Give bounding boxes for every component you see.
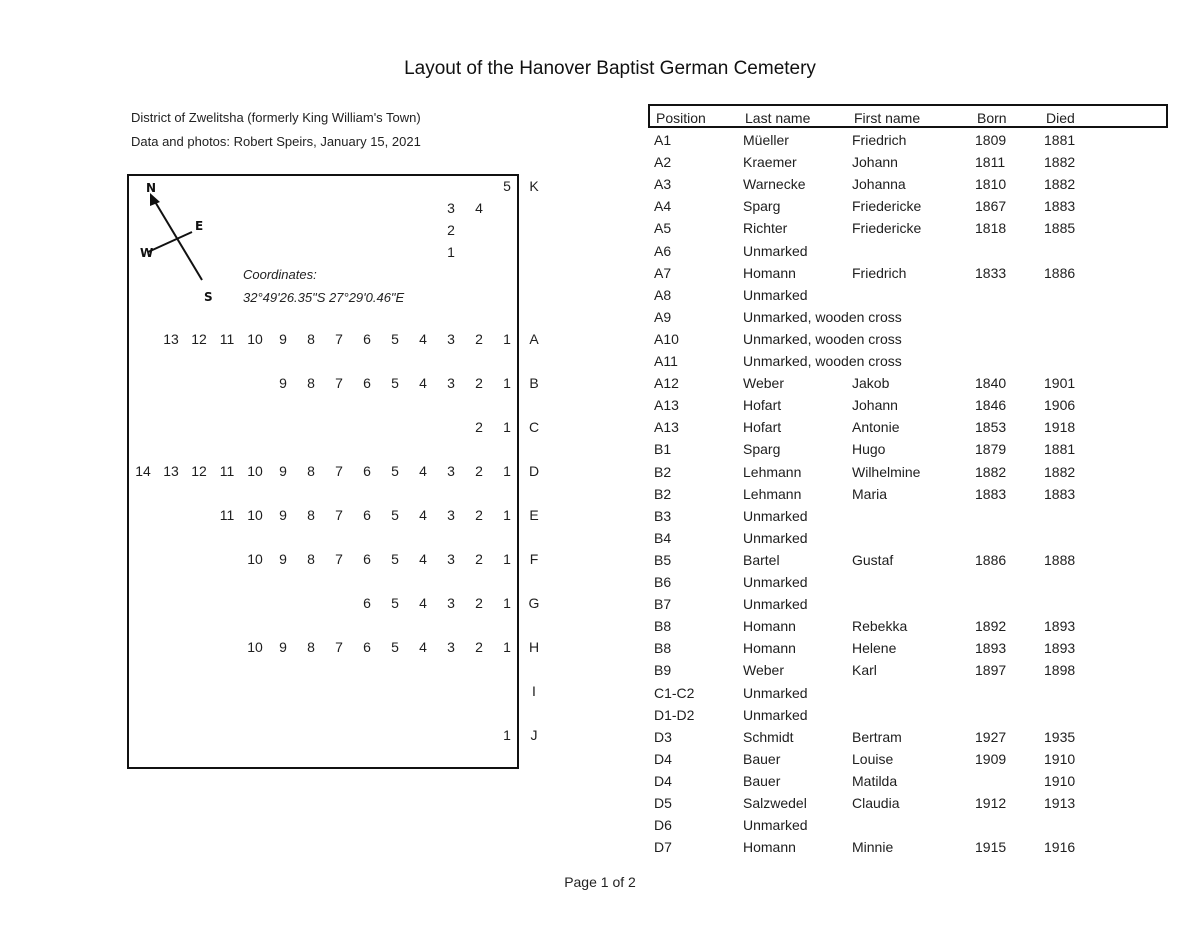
cell-died: 1898	[1044, 662, 1076, 679]
compass-icon	[136, 180, 226, 310]
cell-last-name: Unmarked	[743, 684, 808, 701]
cell-died: 1881	[1044, 441, 1076, 458]
header-born: Born	[977, 110, 1007, 126]
plot-number: 6	[363, 639, 371, 655]
plot-number: 2	[475, 551, 483, 567]
cell-born: 1927	[975, 728, 1007, 745]
cell-last-name: Lehmann	[743, 485, 802, 502]
cell-position: A8	[654, 286, 672, 303]
cell-died: 1935	[1044, 728, 1076, 745]
cell-first-name: Jakob	[852, 375, 890, 392]
cell-position: D1-D2	[654, 706, 695, 723]
plot-number: 8	[307, 507, 315, 523]
cell-last-name: Sparg	[743, 441, 781, 458]
plot-number: 11	[219, 463, 235, 479]
cell-last-name: Homann	[743, 839, 796, 856]
cell-died: 1881	[1044, 132, 1076, 148]
cell-born: 1811	[975, 154, 1006, 171]
cell-first-name: Johanna	[852, 176, 906, 193]
plot-number: 4	[419, 463, 427, 479]
row-letter: A	[529, 331, 539, 347]
cell-position: C1-C2	[654, 684, 695, 701]
cell-position: A13	[654, 397, 679, 414]
cell-died: 1883	[1044, 485, 1076, 502]
plot-number: 7	[335, 551, 343, 567]
cell-died: 1882	[1044, 176, 1076, 193]
cell-position: A12	[654, 375, 679, 392]
plot-number: 9	[279, 639, 287, 655]
cell-last-name: Sparg	[743, 198, 781, 215]
plot-number: 7	[335, 507, 343, 523]
cell-position: A3	[654, 176, 672, 193]
cell-position: B1	[654, 441, 672, 458]
cell-first-name: Karl	[852, 662, 877, 679]
row-letter: E	[529, 507, 539, 523]
cell-last-name: Unmarked	[743, 242, 808, 259]
plot-number: 13	[163, 331, 179, 347]
plot-number: 6	[363, 507, 371, 523]
plot-number: 7	[335, 463, 343, 479]
data-credit: Data and photos: Robert Speirs, January 15, 2021	[131, 134, 421, 149]
cell-position: A9	[654, 308, 672, 325]
table-row	[648, 529, 1168, 547]
district-info: District of Zwelitsha (formerly King William's Town)	[131, 110, 421, 125]
table-row	[648, 418, 1168, 436]
cell-born: 1892	[975, 618, 1007, 635]
plot-number: 11	[219, 507, 235, 523]
cell-born: 1833	[975, 264, 1007, 281]
row-letter: D	[528, 463, 540, 479]
table-row	[648, 131, 1168, 149]
plot-number: 6	[363, 551, 371, 567]
cell-first-name: Wilhelmine	[852, 463, 921, 480]
plot-number: 3	[447, 551, 455, 567]
cell-last-name: Unmarked	[743, 286, 808, 303]
cell-died: 1893	[1044, 640, 1076, 657]
cell-first-name: Matilda	[852, 772, 898, 789]
cell-died: 1882	[1044, 463, 1076, 480]
table-row	[648, 396, 1168, 414]
plot-number: 4	[419, 551, 427, 567]
cell-last-name: Unmarked	[743, 596, 808, 613]
table-row	[648, 308, 1168, 326]
cell-position: A2	[654, 154, 672, 171]
table-row	[648, 264, 1168, 282]
cell-last-name: Kraemer	[743, 154, 797, 171]
cell-born: 1840	[975, 375, 1007, 392]
plot-number: 6	[363, 331, 371, 347]
cell-position: D4	[654, 750, 672, 767]
cell-born: 1867	[975, 198, 1007, 215]
cell-born: 1882	[975, 463, 1007, 480]
plot-number: 5	[391, 595, 399, 611]
cell-position: A5	[654, 220, 672, 237]
plot-number: 2	[475, 463, 483, 479]
cell-last-name: Unmarked, wooden cross	[743, 330, 902, 347]
header-died: Died	[1046, 110, 1075, 126]
row-letter: J	[530, 727, 538, 743]
cell-last-name: Richter	[743, 220, 788, 237]
table-row	[648, 794, 1168, 812]
cell-position: A11	[654, 353, 678, 369]
plot-number: 2	[475, 419, 483, 435]
table-row	[648, 175, 1168, 193]
cell-died: 1885	[1044, 220, 1076, 237]
plot-number: 2	[475, 639, 483, 655]
table-row	[648, 551, 1168, 569]
plot-number: 1	[503, 375, 511, 391]
plot-number: 2	[447, 222, 455, 238]
cell-first-name: Antonie	[852, 419, 900, 436]
cell-last-name: Homann	[743, 264, 796, 281]
cell-died: 1888	[1044, 551, 1076, 568]
coordinates-value: 32°49'26.35"S 27°29'0.46"E	[243, 290, 405, 305]
table-row	[648, 838, 1168, 856]
cell-last-name: Unmarked	[743, 529, 808, 546]
cell-last-name: Homann	[743, 618, 796, 635]
cell-position: B8	[654, 618, 672, 635]
plot-number: 2	[475, 595, 483, 611]
cell-first-name: Friedericke	[852, 220, 922, 237]
table-row	[648, 684, 1168, 702]
cell-died: 1893	[1044, 618, 1076, 635]
compass-south: S	[204, 290, 213, 304]
table-row	[648, 463, 1168, 481]
plot-number: 7	[335, 639, 343, 655]
cell-last-name: Unmarked	[743, 817, 808, 834]
table-header	[648, 104, 1168, 128]
cell-last-name: Weber	[743, 662, 784, 679]
plot-number: 9	[279, 375, 287, 391]
cell-last-name: Unmarked	[743, 507, 808, 524]
cell-born: 1883	[975, 485, 1007, 502]
cell-last-name: Unmarked	[743, 574, 808, 590]
header-first-name: First name	[854, 110, 921, 126]
table-row	[648, 661, 1168, 679]
plot-number: 3	[447, 595, 455, 611]
cell-position: A4	[654, 198, 672, 215]
table-row	[648, 219, 1168, 237]
cell-last-name: Bartel	[743, 551, 780, 568]
cell-position: D7	[654, 839, 672, 856]
cell-first-name: Johann	[852, 154, 898, 171]
cell-last-name: Müeller	[743, 132, 789, 148]
cell-first-name: Hugo	[852, 441, 886, 458]
plot-number: 3	[447, 331, 455, 347]
table-row	[648, 706, 1168, 724]
plot-number: 1	[503, 419, 511, 435]
plot-number: 8	[307, 639, 315, 655]
plot-number: 8	[307, 551, 315, 567]
cell-position: D4	[654, 772, 672, 789]
cell-born: 1886	[975, 551, 1007, 568]
cell-born: 1909	[975, 750, 1007, 767]
coordinates-label: Coordinates:	[243, 267, 317, 282]
cell-died: 1883	[1044, 198, 1076, 215]
plot-number: 5	[391, 463, 399, 479]
cell-position: B7	[654, 596, 672, 613]
plot-number: 6	[363, 595, 371, 611]
cell-last-name: Lehmann	[743, 463, 802, 480]
cell-died: 1913	[1044, 795, 1076, 811]
cell-first-name: Claudia	[852, 795, 900, 811]
cell-position: B2	[654, 463, 672, 480]
cell-born: 1853	[975, 419, 1007, 436]
plot-number: 2	[475, 375, 483, 391]
table-row	[648, 573, 1168, 591]
cell-born: 1818	[975, 220, 1007, 237]
cell-first-name: Helene	[852, 640, 897, 657]
plot-number: 13	[163, 463, 179, 479]
row-letter: H	[528, 639, 540, 655]
table-row	[648, 440, 1168, 458]
cell-born: 1893	[975, 640, 1007, 657]
plot-number: 8	[307, 331, 315, 347]
cell-last-name: Homann	[743, 640, 796, 657]
cell-born: 1912	[975, 795, 1007, 811]
cell-last-name: Unmarked, wooden cross	[743, 353, 902, 369]
plot-number: 5	[391, 639, 399, 655]
plot-number: 9	[279, 463, 287, 479]
cell-position: D5	[654, 795, 672, 811]
row-letter: B	[529, 375, 539, 391]
cell-position: B2	[654, 485, 672, 502]
cell-first-name: Johann	[852, 397, 898, 414]
cell-born: 1809	[975, 132, 1007, 148]
table-row	[648, 816, 1168, 834]
plot-number: 5	[391, 551, 399, 567]
plot-number: 1	[503, 639, 511, 655]
row-letter: K	[529, 178, 539, 194]
cell-first-name: Louise	[852, 750, 894, 767]
cell-born: 1846	[975, 397, 1007, 414]
table-row	[648, 617, 1168, 635]
cell-died: 1906	[1044, 397, 1076, 414]
plot-number: 3	[447, 200, 455, 216]
cell-position: B3	[654, 507, 672, 524]
plot-number: 3	[447, 507, 455, 523]
table-row	[648, 286, 1168, 304]
table-row	[648, 153, 1168, 171]
plot-number: 11	[219, 331, 235, 347]
plot-number: 8	[307, 463, 315, 479]
plot-number: 6	[363, 375, 371, 391]
cell-died: 1882	[1044, 154, 1076, 171]
plot-number: 3	[447, 463, 455, 479]
cell-last-name: Hofart	[743, 419, 782, 436]
row-letter: I	[532, 683, 536, 699]
table-row	[648, 242, 1168, 260]
cell-first-name: Rebekka	[852, 618, 908, 635]
cell-last-name: Warnecke	[743, 176, 806, 193]
plot-number: 1	[503, 507, 511, 523]
cell-position: D3	[654, 728, 672, 745]
cell-first-name: Minnie	[852, 839, 894, 856]
cell-born: 1879	[975, 441, 1007, 458]
table-row	[648, 197, 1168, 215]
cell-first-name: Gustaf	[852, 551, 894, 568]
plot-number: 1	[503, 551, 511, 567]
cell-position: A6	[654, 242, 672, 259]
cell-died: 1910	[1044, 772, 1076, 789]
plot-number: 5	[391, 507, 399, 523]
table-row	[648, 330, 1168, 348]
cell-last-name: Weber	[743, 375, 784, 392]
cell-first-name: Maria	[852, 485, 888, 502]
header-last-name: Last name	[745, 110, 811, 126]
page-title: Layout of the Hanover Baptist German Cemetery	[404, 58, 816, 79]
cell-last-name: Bauer	[743, 750, 781, 767]
cell-died: 1901	[1044, 375, 1076, 392]
table-row	[648, 750, 1168, 768]
cell-position: D6	[654, 817, 672, 834]
row-letter: C	[528, 419, 540, 435]
cell-position: A10	[654, 330, 679, 347]
cell-first-name: Friedericke	[852, 198, 922, 215]
table-row	[648, 485, 1168, 503]
page-number: Page 1 of 2	[564, 874, 636, 890]
cell-born: 1810	[975, 176, 1007, 193]
plot-number: 1	[503, 331, 511, 347]
cell-born: 1915	[975, 839, 1007, 856]
plot-number: 4	[419, 639, 427, 655]
cell-position: B4	[654, 529, 672, 546]
plot-number: 4	[419, 331, 427, 347]
plot-number: 4	[419, 595, 427, 611]
plot-number: 3	[447, 375, 455, 391]
cell-position: A13	[654, 419, 679, 436]
plot-number: 10	[247, 331, 263, 347]
plot-number: 14	[135, 463, 151, 479]
plot-number: 1	[503, 727, 511, 743]
cell-position: B5	[654, 551, 672, 568]
plot-number: 7	[335, 331, 343, 347]
cell-position: B6	[654, 574, 672, 590]
plot-number: 1	[447, 244, 455, 260]
plot-number: 5	[391, 331, 399, 347]
cell-died: 1886	[1044, 264, 1076, 281]
plot-number: 8	[307, 375, 315, 391]
cell-position: A7	[654, 264, 672, 281]
plot-number: 9	[279, 507, 287, 523]
compass-east: E	[195, 219, 204, 233]
plot-number: 2	[475, 507, 483, 523]
plot-number: 12	[191, 463, 207, 479]
table-row	[648, 772, 1168, 790]
cell-born: 1897	[975, 662, 1007, 679]
header-position: Position	[656, 110, 706, 126]
cell-last-name: Bauer	[743, 772, 781, 789]
plot-number: 5	[503, 178, 511, 194]
cell-last-name: Schmidt	[743, 728, 794, 745]
plot-number: 10	[247, 463, 263, 479]
cell-last-name: Unmarked, wooden cross	[743, 308, 902, 325]
plot-number: 10	[247, 639, 263, 655]
cell-first-name: Bertram	[852, 728, 902, 745]
plot-number: 7	[335, 375, 343, 391]
cell-died: 1918	[1044, 419, 1076, 436]
cell-died: 1916	[1044, 839, 1076, 856]
plot-number: 1	[503, 463, 511, 479]
plot-number: 2	[475, 331, 483, 347]
cell-position: B9	[654, 662, 672, 679]
table-row	[648, 374, 1168, 392]
plot-number: 3	[447, 639, 455, 655]
cell-last-name: Unmarked	[743, 706, 808, 723]
row-letter: G	[528, 595, 540, 611]
plot-number: 10	[247, 551, 263, 567]
cell-position: B8	[654, 640, 672, 657]
plot-number: 4	[475, 200, 483, 216]
table-row	[648, 639, 1168, 657]
cell-position: A1	[654, 132, 672, 148]
cell-first-name: Friedrich	[852, 132, 907, 148]
plot-number: 10	[247, 507, 263, 523]
compass-north: N	[146, 181, 157, 195]
row-letter: F	[529, 551, 539, 567]
plot-number: 4	[419, 375, 427, 391]
table-row	[648, 728, 1168, 746]
burial-table	[648, 104, 1168, 856]
cell-first-name: Friedrich	[852, 264, 907, 281]
plot-number: 9	[279, 551, 287, 567]
table-row	[648, 352, 1168, 370]
table-row	[648, 595, 1168, 613]
cell-last-name: Hofart	[743, 397, 782, 414]
plot-number: 6	[363, 463, 371, 479]
plot-number: 4	[419, 507, 427, 523]
cell-died: 1910	[1044, 750, 1076, 767]
plot-number: 12	[191, 331, 207, 347]
plot-number: 1	[503, 595, 511, 611]
plot-number: 5	[391, 375, 399, 391]
plot-number: 9	[279, 331, 287, 347]
cell-last-name: Salzwedel	[743, 795, 807, 811]
compass-west: W	[140, 246, 154, 260]
table-row	[648, 507, 1168, 525]
